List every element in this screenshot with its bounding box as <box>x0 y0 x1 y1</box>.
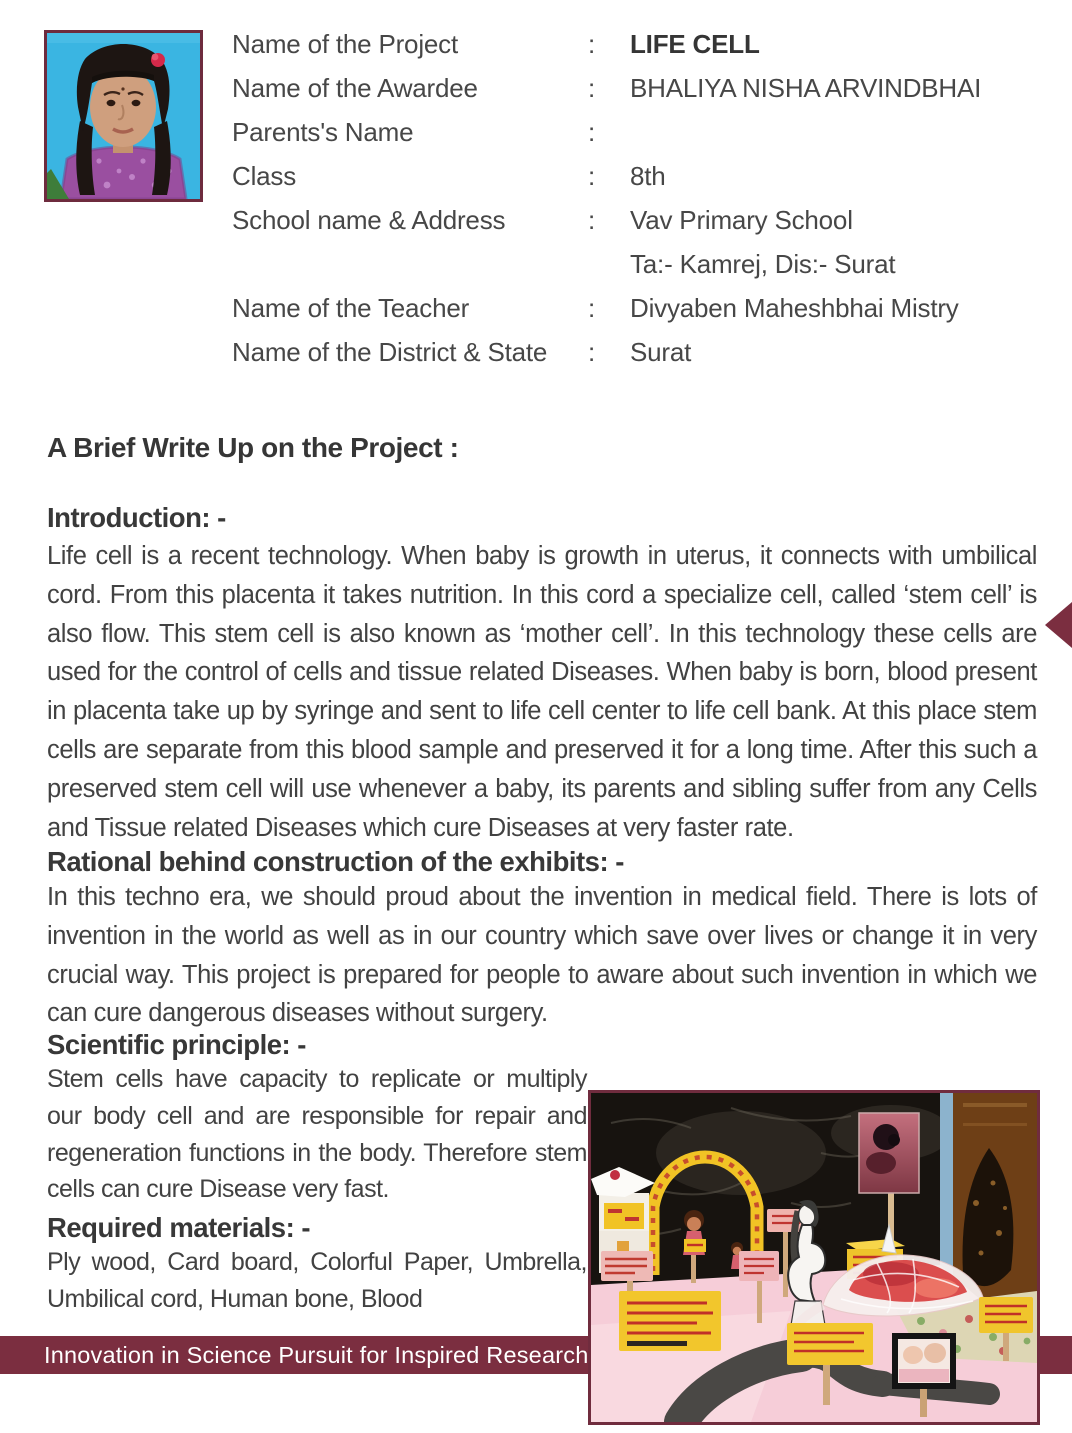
page-edge-arrow-icon <box>1045 602 1072 648</box>
info-colon: : <box>588 72 596 103</box>
section-heading-introduction: Introduction: - <box>47 502 226 533</box>
info-row-parents <box>232 110 1042 154</box>
section-body-required-materials: Ply wood, Card board, Colorful Paper, Umbrella, Umbilical cord, Human bone, Blood <box>47 1248 587 1313</box>
info-row-awardee <box>232 66 1042 110</box>
info-row-teacher <box>232 286 1042 330</box>
section-body-rational: In this techno era, we should proud about the invention in medical field. There is lots of invention in the world as well as in our country which save over lives or change it in very crucial way. This project is prepared for people to aware about such invention in which we can cure dangerous diseases without surgery. <box>47 883 1037 1028</box>
info-label: School name & Address <box>232 204 506 235</box>
project-model-photo <box>588 1090 1040 1425</box>
awardee-portrait-illustration <box>47 33 200 199</box>
project-model-illustration <box>591 1093 1037 1422</box>
info-value: LIFE CELL <box>630 28 760 59</box>
writeup-title: A Brief Write Up on the Project : <box>47 432 459 463</box>
footer-banner-text: Innovation in Science Pursuit for Inspired Research <box>44 1342 589 1368</box>
section-body-introduction: Life cell is a recent technology. When baby is growth in uterus, it connects with umbilical cord. From this placenta it takes nutrition. In this cord a specialize cell, called ‘stem cell’ is also flow. This stem cell is also known as ‘mother cell’. In this technology these cells are used for the control of cells and tissue related Diseases. When baby is born, blood present in placenta take up by syringe and sent to life cell center to life cell bank. At this place stem cells are separate from this blood sample and preserved it for a long time. After this such a preserved stem cell will use whenever a baby, its parents and sibling suffer from any Cells and Tissue related Diseases which cure Diseases at very faster rate. <box>47 542 1037 842</box>
info-label: Parents's Name <box>232 116 414 147</box>
section-body-scientific-principle: Stem cells have capacity to replicate or multiply our body cell and are responsible for repair and regeneration functions in the body. Therefore stem cells can cure Disease very fast. <box>47 1065 587 1204</box>
info-value: BHALIYA NISHA ARVINDBHAI <box>630 72 982 103</box>
info-value: Ta:- Kamrej, Dis:- Surat <box>630 248 896 279</box>
info-row-class <box>232 154 1042 198</box>
info-value: Divyaben Maheshbhai Mistry <box>630 292 959 323</box>
info-value: Vav Primary School <box>630 204 853 235</box>
info-row-district-state <box>232 330 1042 374</box>
info-value: 8th <box>630 160 666 191</box>
info-colon: : <box>588 28 596 59</box>
section-heading-rational: Rational behind construction of the exhibits: - <box>47 846 624 877</box>
info-row-school <box>232 198 1042 242</box>
awardee-portrait-photo <box>44 30 203 202</box>
info-colon: : <box>588 336 596 367</box>
info-label: Name of the District & State <box>232 336 548 367</box>
info-colon: : <box>588 160 596 191</box>
info-row-school-address2 <box>232 242 1042 286</box>
info-row-project <box>232 22 1042 66</box>
project-info-table <box>232 22 1042 374</box>
info-label: Name of the Teacher <box>232 292 470 323</box>
section-heading-scientific-principle: Scientific principle: - <box>47 1029 306 1060</box>
info-label: Name of the Awardee <box>232 72 478 103</box>
info-colon: : <box>588 116 596 147</box>
info-colon: : <box>588 204 596 235</box>
info-colon: : <box>588 292 596 323</box>
section-heading-required-materials: Required materials: - <box>47 1212 311 1243</box>
info-value: Surat <box>630 336 692 367</box>
info-label: Name of the Project <box>232 28 458 59</box>
info-label: Class <box>232 160 297 191</box>
